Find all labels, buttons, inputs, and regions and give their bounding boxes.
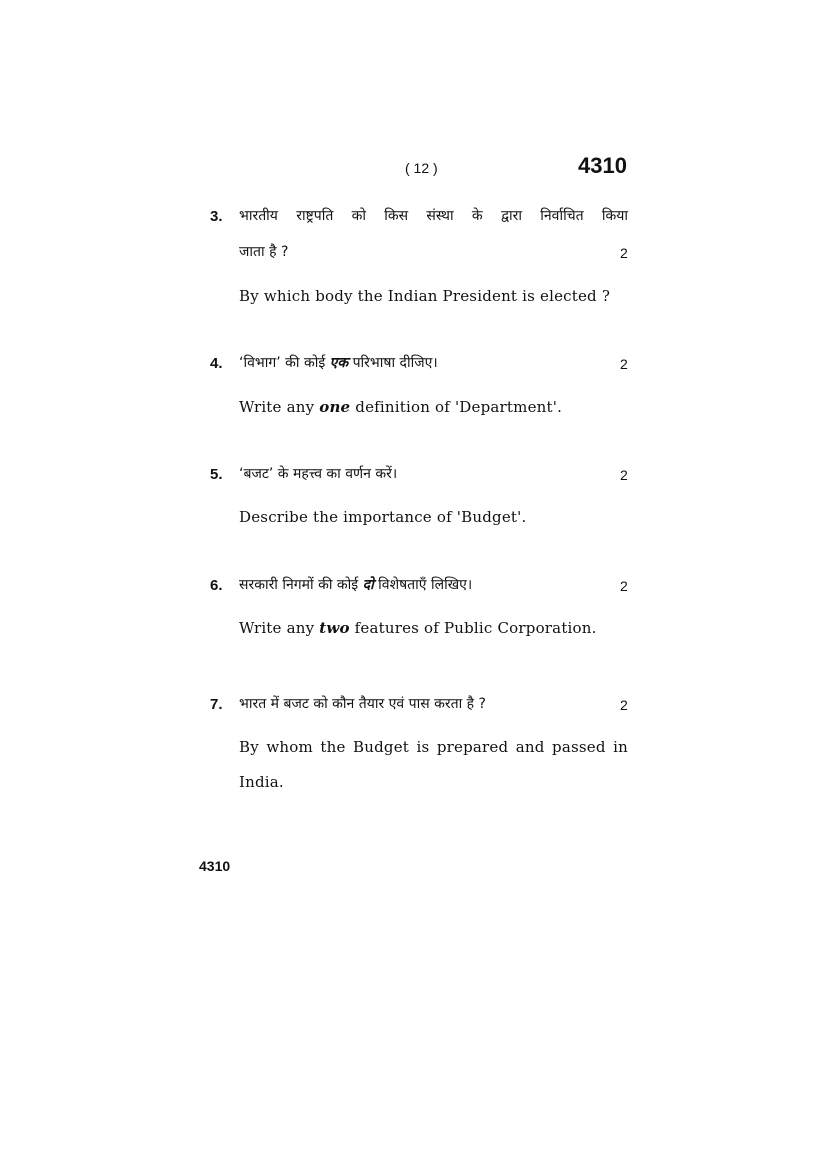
hindi-emphasis: दो (362, 577, 374, 593)
question-hindi-line1: भारतीय राष्ट्रपति को किस संस्था के द्वारा निर्वाचित किया (239, 208, 628, 224)
question-english: By which body the Indian President is elected ? (239, 287, 611, 305)
page-number: ( 12 ) (405, 160, 438, 176)
question-marks: 2 (620, 467, 628, 483)
question-english-line1: By whom the Budget is prepared and passed in (239, 738, 628, 756)
question-number: 6. (210, 577, 223, 594)
question-hindi (239, 354, 438, 372)
question-marks: 2 (620, 356, 628, 372)
question-english-line2: India. (239, 773, 284, 791)
paper-code-footer: 4310 (199, 858, 231, 874)
hindi-text-pre: ‘विभाग’ की कोई (239, 355, 326, 371)
question-hindi: ‘बजट’ के महत्त्व का वर्णन करें। (239, 466, 398, 482)
question-hindi-line2: जाता है ? (239, 244, 289, 260)
english-text-pre: Write any (239, 398, 315, 416)
question-number: 3. (210, 208, 223, 225)
english-emphasis: one (319, 398, 351, 416)
hindi-text-post: विशेषताएँ लिखिए। (378, 577, 473, 593)
question-hindi (239, 576, 472, 594)
question-marks: 2 (620, 578, 628, 594)
question-marks: 2 (620, 697, 628, 713)
hindi-emphasis: एक (329, 355, 349, 371)
english-text-post: definition of 'Department'. (355, 398, 563, 416)
question-marks: 2 (620, 245, 628, 261)
question-english: Describe the importance of 'Budget'. (239, 508, 527, 526)
hindi-text-pre: सरकारी निगमों की कोई (239, 577, 359, 593)
english-text-post: features of Public Corporation. (354, 619, 597, 637)
question-number: 5. (210, 466, 223, 483)
question-hindi: भारत में बजट को कौन तैयार एवं पास करता है ? (239, 696, 486, 712)
question-number: 4. (210, 355, 223, 372)
english-emphasis: two (319, 619, 350, 637)
paper-code-header: 4310 (578, 153, 627, 178)
question-english (239, 619, 597, 637)
hindi-text-post: परिभाषा दीजिए। (352, 355, 438, 371)
english-text-pre: Write any (239, 619, 315, 637)
question-english (239, 398, 562, 416)
question-number: 7. (210, 696, 223, 713)
